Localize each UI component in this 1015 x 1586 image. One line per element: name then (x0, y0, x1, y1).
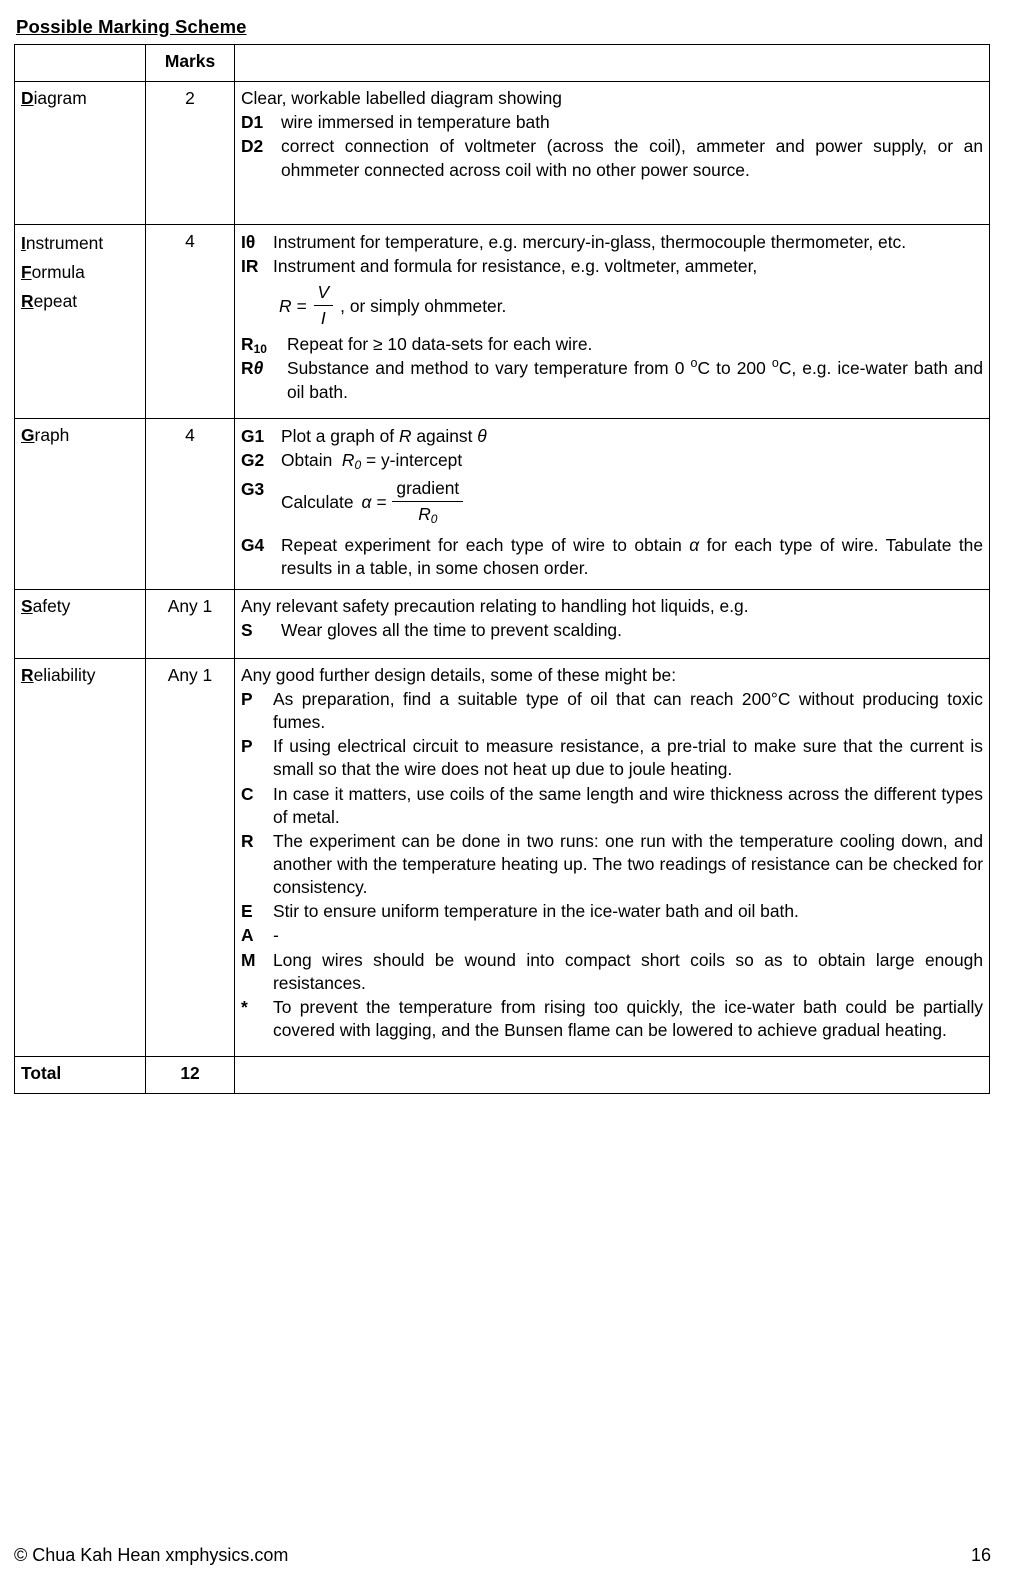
category-rest: iagram (33, 88, 87, 109)
row-marks-reliability: Any 1 (146, 658, 235, 1056)
list-item (241, 449, 983, 472)
row-marks-safety: Any 1 (146, 589, 235, 658)
item-text: - (273, 925, 279, 946)
category-initial: R (21, 664, 34, 685)
category-initial: I (21, 232, 26, 253)
table-row (15, 224, 990, 418)
item-code: G4 (241, 535, 265, 556)
fraction-denominator: R0 (418, 504, 438, 527)
item-code: G3 (241, 478, 265, 499)
item-code: G2 (241, 449, 265, 470)
category-rest: raph (34, 424, 70, 445)
item-text (281, 478, 466, 527)
list-item (241, 534, 983, 580)
item-text: Repeat experiment for each type of wire to obtain α for each type of wire. Tabulate the results in a table, in some chosen order. (281, 535, 984, 579)
item-text: Obtain R0 = y-intercept (281, 449, 463, 472)
category-rest: eliability (33, 664, 96, 685)
row-category-instrument (15, 224, 146, 418)
total-label: Total (15, 1057, 146, 1094)
list-item (241, 333, 983, 356)
item-code: C (241, 783, 254, 804)
category-initial: G (21, 424, 35, 445)
list-item (241, 783, 983, 829)
list-item (241, 830, 983, 899)
list-item (241, 619, 983, 642)
category-line-repeat (21, 290, 139, 313)
list-item (241, 900, 983, 923)
item-code: E (241, 901, 253, 922)
item-text: correct connection of voltmeter (across the coil), ammeter and power supply, or an ohmmeter connected across coil with no other power source. (281, 136, 983, 180)
item-text: Long wires should be wound into compact short coils so as to obtain large enough resistances. (273, 949, 983, 993)
list-item (241, 425, 983, 448)
item-code: M (241, 949, 256, 970)
item-text: If using electrical circuit to measure resistance, a pre-trial to make sure that the current is small so that the wire does not heat up due to joule heating. (273, 736, 983, 780)
fraction-numerator: V (314, 281, 334, 306)
list-item (241, 949, 983, 995)
header-marks-cell: Marks (146, 45, 235, 82)
list-item (241, 231, 983, 254)
footer-copyright: © Chua Kah Hean xmphysics.com (14, 1545, 289, 1565)
row-description-graph (235, 418, 990, 589)
category-line-instrument (21, 232, 139, 255)
item-text: Substance and method to vary temperature from 0 $^o$C to 200 $^o$C, e.g. ice-water bath and oil bath. (287, 356, 983, 402)
item-text: Wear gloves all the time to prevent scalding. (281, 619, 622, 640)
diagram-intro: Clear, workable labelled diagram showing (241, 88, 562, 109)
list-item (241, 996, 983, 1042)
footer-page-number: 16 (970, 1545, 991, 1565)
item-code: Rθ (241, 358, 264, 379)
table-row-total (15, 1057, 990, 1094)
category-initial: D (21, 88, 34, 109)
item-code: A (241, 925, 254, 946)
marking-scheme-table (14, 44, 990, 1094)
row-marks-diagram: 2 (146, 82, 235, 225)
item-text: The experiment can be done in two runs: one run with the temperature cooling down, and another with the temperature heating up. The two readings of resistance can be checked for consistency. (273, 830, 983, 898)
page-title: Possible Marking Scheme (16, 16, 247, 37)
row-description-diagram (235, 82, 990, 225)
g3-label: Calculate (281, 492, 354, 513)
row-marks-graph: 4 (146, 418, 235, 589)
list-item (241, 924, 983, 947)
item-code: S (241, 619, 253, 640)
row-category-diagram (15, 82, 146, 225)
row-category-safety (15, 589, 146, 658)
category-initial: F (21, 261, 32, 282)
item-code: D1 (241, 112, 264, 133)
list-item (241, 688, 983, 734)
item-text: As preparation, find a suitable type of oil that can reach 200°C without producing toxic fumes. (273, 688, 983, 733)
row-category-graph (15, 418, 146, 589)
total-description (235, 1057, 990, 1094)
list-item (241, 357, 983, 403)
row-description-safety (235, 589, 990, 658)
item-code: R10 (241, 334, 267, 357)
list-item (241, 111, 983, 134)
row-description-instrument (235, 224, 990, 418)
category-initial: S (21, 595, 33, 616)
g3-alpha: α = (361, 492, 387, 513)
category-rest: ormula (31, 261, 85, 282)
total-marks: 12 (146, 1057, 235, 1094)
list-item (241, 478, 983, 527)
fraction-numerator: gradient (392, 477, 463, 502)
row-description-reliability (235, 658, 990, 1056)
item-text: Instrument for temperature, e.g. mercury-in-glass, thermocouple thermometer, etc. (273, 231, 907, 252)
row-category-reliability (15, 658, 146, 1056)
item-text: Instrument and formula for resistance, e.g. voltmeter, ammeter, (273, 255, 758, 276)
item-code: P (241, 736, 253, 757)
table-row (15, 82, 990, 225)
resistance-formula (241, 282, 983, 331)
category-rest: epeat (33, 290, 78, 311)
fraction-denominator: I (320, 308, 326, 329)
list-item (241, 255, 983, 278)
page-footer (14, 1545, 991, 1566)
table-row (15, 589, 990, 658)
item-text: wire immersed in temperature bath (281, 112, 550, 133)
item-code: D2 (241, 136, 264, 157)
item-text: In case it matters, use coils of the same length and wire thickness across the different types of metal. (273, 783, 983, 827)
table-row (15, 658, 990, 1056)
item-code: * (241, 996, 248, 1017)
item-code: G1 (241, 425, 265, 446)
formula-tail: , or simply ohmmeter. (340, 296, 507, 317)
category-rest: afety (32, 595, 71, 616)
reliability-intro: Any good further design details, some of these might be: (241, 664, 677, 685)
category-initial: R (21, 290, 34, 311)
table-header-row (15, 45, 990, 82)
fraction-v-over-i (314, 281, 334, 330)
formula-lead: R = (279, 296, 307, 317)
category-rest: nstrument (25, 232, 104, 253)
row-marks-instrument: 4 (146, 224, 235, 418)
fraction-gradient-over-r0 (392, 477, 463, 526)
item-text: Repeat for ≥ 10 data-sets for each wire. (287, 334, 593, 355)
item-text: Plot a graph of R against θ (281, 425, 487, 446)
list-item (241, 135, 983, 181)
header-blank-cell (15, 45, 146, 82)
table-row (15, 418, 990, 589)
list-item (241, 735, 983, 781)
item-code: R (241, 830, 254, 851)
item-code: P (241, 688, 253, 709)
item-text: To prevent the temperature from rising too quickly, the ice-water bath could be partially covered with lagging, and the Bunsen flame can be lowered to achieve gradual heating. (273, 996, 983, 1040)
item-code: Iθ (241, 231, 256, 252)
item-code: IR (241, 255, 259, 276)
header-description-cell (235, 45, 990, 82)
item-text: Stir to ensure uniform temperature in the ice-water bath and oil bath. (273, 901, 799, 922)
safety-intro: Any relevant safety precaution relating to handling hot liquids, e.g. (241, 595, 749, 616)
category-line-formula (21, 261, 139, 284)
